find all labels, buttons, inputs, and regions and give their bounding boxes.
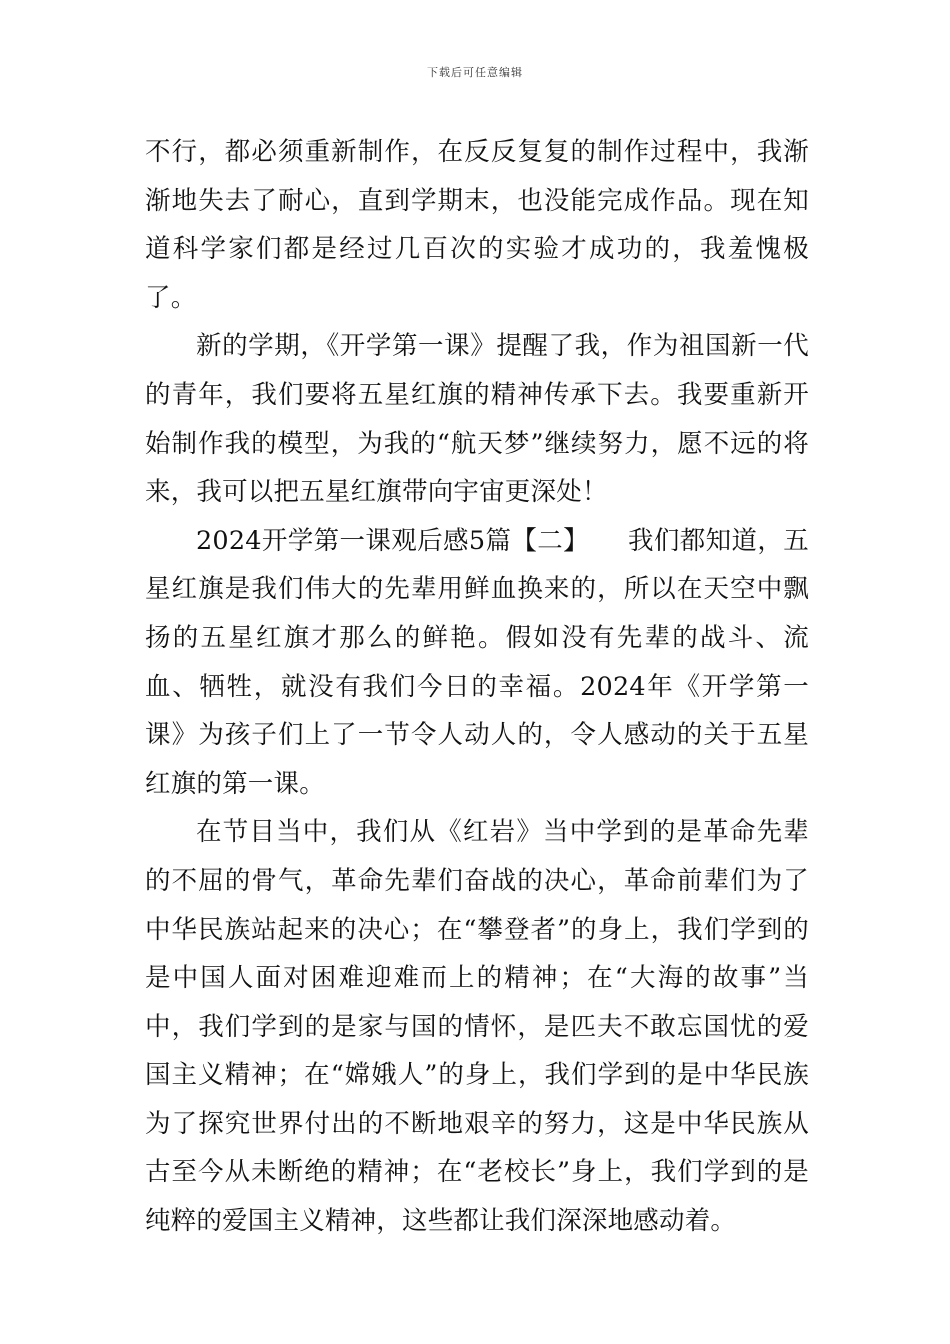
paragraph-2: 新的学期，《开学第一课》提醒了我，作为祖国新一代的青年，我们要将五星红旗的精神传承下去。我要重新开始制作我的模型，为我的“航天梦”继续努力，愿不远的将来，我可以把五星红旗带向宇宙更深处！	[145, 331, 809, 508]
document-body	[145, 128, 809, 1246]
paragraph-1: 不行，都必须重新制作，在反反复复的制作过程中，我渐渐地失去了耐心，直到学期末，也没能完成作品。现在知道科学家们都是经过几百次的实验才成功的，我羞愧极了。	[145, 137, 809, 313]
paragraph-3: 2024开学第一课观后感5篇【二】 我们都知道，五星红旗是我们伟大的先辈用鲜血换来的，所以在天空中飘扬的五星红旗才那么的鲜艳。假如没有先辈的战斗、流血、牺牲，就没有我们今日的幸福。2024年《开学第一课》为孩子们上了一节令人动人的，令人感动的关于五星红旗的第一课。	[145, 525, 809, 799]
paragraph-4: 在节目当中，我们从《红岩》当中学到的是革命先辈的不屈的骨气，革命先辈们奋战的决心，革命前辈们为了中华民族站起来的决心；在“攀登者”的身上，我们学到的是中国人面对困难迎难而上的精神；在“大海的故事”当中，我们学到的是家与国的情怀，是匹夫不敢忘国忧的爱国主义精神；在“嫦娥人”的身上，我们学到的是中华民族为了探究世界付出的不断地艰辛的努力，这是中华民族从古至今从未断绝的精神；在“老校长”身上，我们学到的是纯粹的爱国主义精神，这些都让我们深深地感动着。	[145, 817, 809, 1237]
page-header: 下载后可任意编辑	[427, 66, 523, 79]
